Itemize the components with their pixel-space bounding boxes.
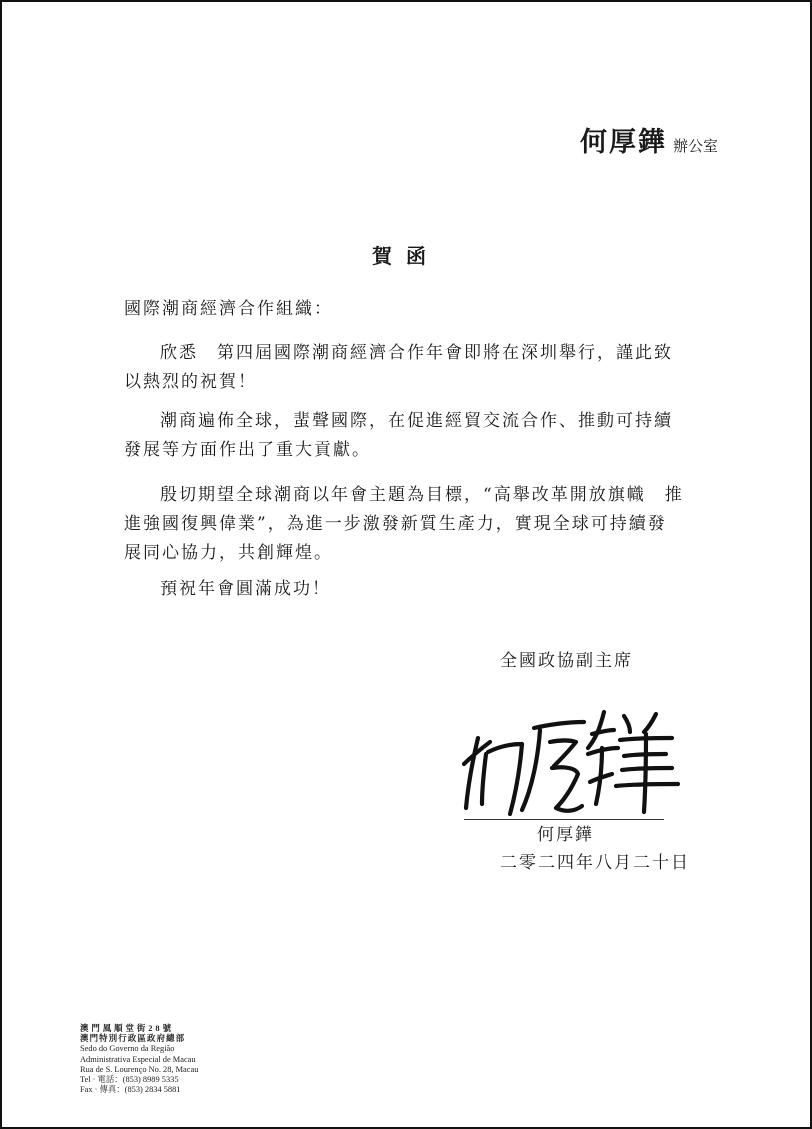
letterhead-name: 何厚鏵 (579, 127, 667, 158)
address-pt-line-3: Rua de S. Lourenço No. 28, Macau (80, 1064, 199, 1074)
letterhead-office: 辦公室 (672, 137, 718, 155)
signer-position: 全國政協副主席 (500, 651, 633, 671)
address-tel: Tel · 電話：(853) 8989 5335 (80, 1075, 179, 1085)
paragraph-4: 預祝年會圓滿成功！ (160, 579, 331, 599)
letterhead (580, 120, 718, 159)
paragraph-1: 欣悉 第四屆國際潮商經濟合作年會即將在深圳舉行，謹此致以熱烈的祝賀！ (124, 343, 673, 392)
address-fax: Fax · 傳真：(853) 2834 5881 (80, 1085, 181, 1095)
salutation: 國際潮商經濟合作組織： (124, 299, 333, 319)
paragraph-2: 潮商遍佈全球，蜚聲國際，在促進經貿交流合作、推動可持續發展等方面作出了重大貢獻。 (124, 411, 673, 460)
address-zh-line-1: 澳門風順堂街28號 (80, 1024, 174, 1033)
signer-name: 何厚鏵 (537, 825, 594, 845)
address-pt-line-1: Sedo do Governo da Região (80, 1044, 175, 1054)
office-address (80, 1024, 198, 1095)
address-pt-line-2: Administrativa Especial de Macau (80, 1054, 196, 1064)
letter-date: 二零二四年八月二十日 (500, 853, 690, 873)
address-zh-line-2: 澳門特別行政區政府總部 (80, 1034, 186, 1044)
handwritten-signature (460, 708, 682, 816)
paragraph-3: 殷切期望全球潮商以年會主題為目標，“高舉改革開放旗幟 推進強國復興偉業”，為進一步激發新質生產力，實現全球可持續發展同心協力，共創輝煌。 (124, 485, 684, 563)
letter-title: 賀函 (372, 244, 440, 268)
